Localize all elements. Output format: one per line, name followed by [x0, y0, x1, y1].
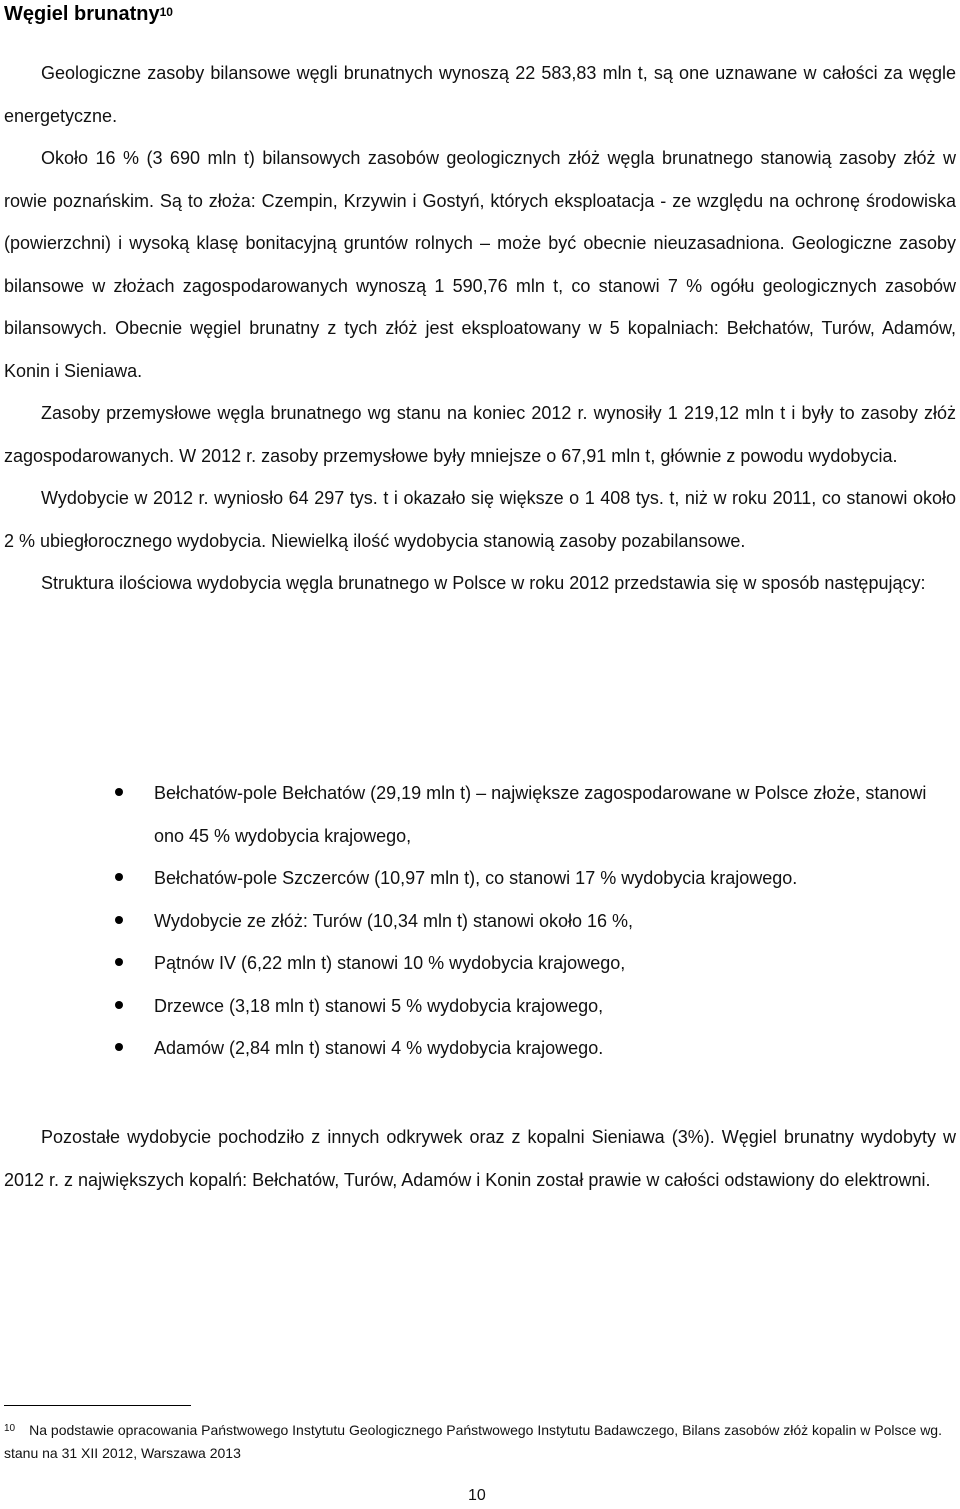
section-heading-text: Węgiel brunatny: [4, 3, 160, 25]
bullet-icon: [115, 1001, 123, 1009]
list-item: [4, 900, 956, 943]
paragraph-structure-intro: Struktura ilościowa wydobycia węgla brunatnego w Polsce w roku 2012 przedstawia się w sposób następujący:: [41, 573, 926, 593]
list-item: [4, 857, 956, 900]
paragraph-reserves: Geologiczne zasoby bilansowe węgli brunatnych wynoszą 22 583,83 mln t, są one uznawane w całości za węgle energetyczne.: [4, 63, 956, 126]
list-item: [4, 772, 956, 857]
list-item-text: Wydobycie ze złóż: Turów (10,34 mln t) stanowi około 16 %,: [154, 910, 634, 931]
bullet-icon: [115, 1043, 123, 1051]
paragraph-industrial-reserves: Zasoby przemysłowe węgla brunatnego wg stanu na koniec 2012 r. wynosiły 1 219,12 mln t i były to zasoby złóż zagospodarowanych. W 2012 r. zasoby przemysłowe były mniejsze o 67,91 mln t, głównie z powodu wydobycia.: [4, 403, 956, 466]
list-item-text: Bełchatów-pole Szczerców (10,97 mln t), co stanowi 17 % wydobycia krajowego.: [154, 868, 798, 888]
body-text-top: [4, 52, 956, 605]
footnote-reference: 10: [159, 5, 173, 19]
list-item-text: Adamów (2,84 mln t) stanowi 4 % wydobycia krajowego.: [154, 1038, 604, 1058]
document-page: [4, 0, 956, 1509]
page-number: 10: [468, 1487, 486, 1504]
list-item-text: Pątnów IV (6,22 mln t) stanowi 10 % wydobycia krajowego,: [154, 953, 626, 973]
paragraph-remaining-production: Pozostałe wydobycie pochodziło z innych odkrywek oraz z kopalni Sieniawa (3%). Węgiel brunatny wydobyty w 2012 r. z największych kopalń: Bełchatów, Turów, Adamów i Konin został prawie w całości odstawiony do elektrowni.: [4, 1127, 956, 1190]
body-text-bottom: [4, 1116, 956, 1201]
list-item: [4, 1027, 956, 1070]
footnote: [4, 1420, 956, 1464]
bullet-icon: [115, 958, 123, 966]
production-structure-list: [4, 772, 956, 1070]
footnote-separator: [4, 1405, 191, 1406]
section-heading: [4, 4, 173, 24]
list-item: [4, 985, 956, 1028]
footnote-number: 10: [4, 1423, 16, 1434]
paragraph-production: Wydobycie w 2012 r. wyniosło 64 297 tys. t i okazało się większe o 1 408 tys. t, niż w roku 2011, co stanowi około 2 % ubiegłorocznego wydobycia. Niewielką ilość wydobycia stanowią zasoby pozabilansowe.: [4, 488, 956, 551]
list-item-text: Bełchatów-pole Bełchatów (29,19 mln t) – największe zagospodarowane w Polsce złoże, stanowi ono 45 % wydobycia krajowego,: [154, 783, 927, 846]
list-item: [4, 942, 956, 985]
paragraph-poznan-trench: Około 16 % (3 690 mln t) bilansowych zasobów geologicznych złóż węgla brunatnego stanowią zasoby złóż w rowie poznańskim. Są to złoża: Czempin, Krzywin i Gostyń, których eksploatacja - ze względu na ochronę środowiska (powierzchni) i wysoką klasę bonitacyjną gruntów rolnych – może być obecnie nieuzasadniona. Geologiczne zasoby bilansowe w złożach zagospodarowanych wynoszą 1 590,76 mln t, co stanowi 7 % ogółu geologicznych zasobów bilansowych. Obecnie węgiel brunatny z tych złóż jest eksploatowany w 5 kopalniach: Bełchatów, Turów, Adamów, Konin i Sieniawa.: [4, 148, 956, 381]
bullet-icon: [115, 873, 123, 881]
list-item-text: Drzewce (3,18 mln t) stanowi 5 % wydobycia krajowego,: [154, 995, 604, 1016]
bullet-icon: [115, 916, 123, 924]
bullet-icon: [115, 788, 123, 796]
footnote-text: Na podstawie opracowania Państwowego Instytutu Geologicznego Państwowego Instytutu Badawczego, Bilans zasobów złóż kopalin w Polsce wg. stanu na 31 XII 2012, Warszawa 2013: [4, 1422, 942, 1461]
